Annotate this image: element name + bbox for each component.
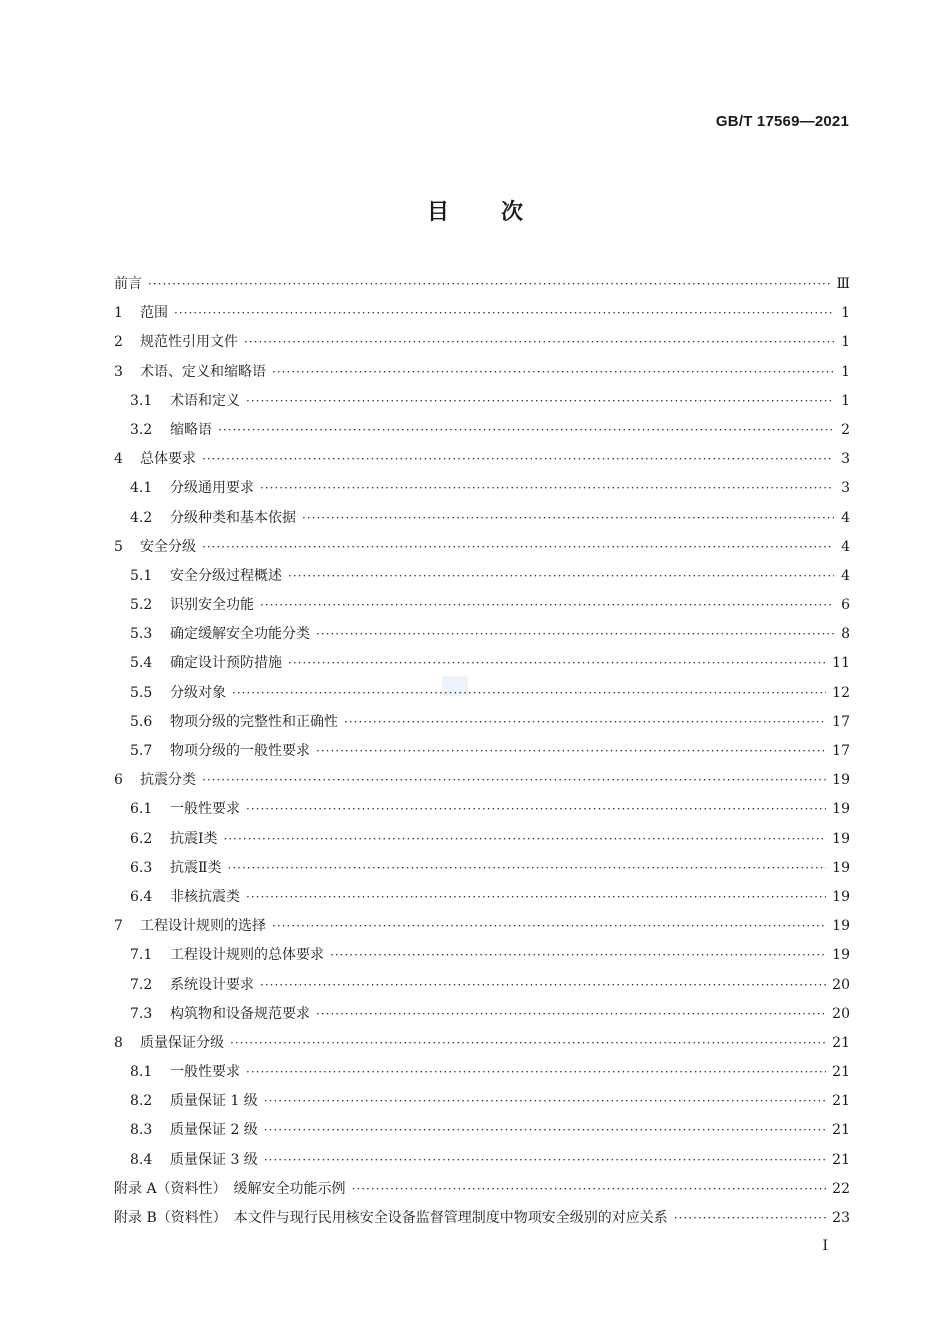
toc-entry[interactable] [114,883,850,912]
toc-entry-number: 7.1 [130,947,153,964]
toc-entry-number: 8.4 [130,1151,153,1168]
toc-entry-number: 7.2 [130,976,153,993]
dot-leader [302,504,834,533]
toc-entry-label: 抗震分类 [140,772,196,789]
toc-entry-page: 17 [832,713,850,730]
toc-entry-page: 19 [832,772,850,789]
toc-entry-number: 8.1 [130,1064,153,1081]
toc-entry-page: 19 [832,859,850,876]
dot-leader [264,1116,826,1145]
toc-entry[interactable] [114,270,850,299]
toc-entry-number: 6.4 [130,888,153,905]
toc-entry[interactable] [114,358,850,387]
toc-entry-number: 3.2 [130,421,153,438]
toc-entry-label: 分级通用要求 [170,480,254,497]
toc-entry-label: 构筑物和设备规范要求 [170,1005,310,1022]
toc-entry-label: 非核抗震类 [170,888,240,905]
dot-leader [264,1146,826,1175]
table-of-contents [114,270,850,1233]
dot-leader [316,737,826,766]
toc-entry-page: 21 [832,1122,850,1139]
toc-entry-page: 1 [841,334,850,351]
dot-leader [316,620,834,649]
toc-entry[interactable] [114,1204,850,1233]
toc-entry-page: 2 [841,421,850,438]
dot-leader [202,533,834,562]
toc-entry[interactable] [114,825,850,854]
dot-leader [148,270,830,299]
toc-entry[interactable] [114,445,850,474]
toc-entry-page: 21 [832,1064,850,1081]
toc-entry[interactable] [114,1029,850,1058]
toc-entry-page: Ⅲ [836,276,850,292]
toc-entry-number: 6.2 [130,830,153,847]
dot-leader [228,854,827,883]
toc-entry[interactable] [114,795,850,824]
dot-leader [264,1087,826,1116]
toc-entry-page: 21 [832,1151,850,1168]
toc-entry[interactable] [114,679,850,708]
dot-leader [344,708,826,737]
toc-entry[interactable] [114,971,850,1000]
toc-entry-page: 19 [832,918,850,935]
dot-leader [218,416,834,445]
toc-entry[interactable] [114,416,850,445]
dot-leader [202,766,826,795]
standard-code: GB/T 17569—2021 [715,113,849,130]
toc-entry-number: 3 [114,363,123,380]
dot-leader [174,299,834,328]
toc-entry-page: 3 [841,480,850,497]
toc-entry-page: 8 [841,626,850,643]
toc-entry-number: 2 [114,334,123,351]
toc-entry-number: 8.2 [130,1093,153,1110]
dot-leader [246,387,834,416]
toc-entry-number: 6 [114,772,123,789]
toc-entry-label: 质量保证 1 级 [170,1093,258,1110]
toc-entry-page: 23 [832,1210,850,1226]
toc-entry-number: 1 [114,305,123,322]
toc-entry-label: 质量保证 3 级 [170,1151,258,1168]
toc-entry-label: 抗震Ⅰ类 [170,830,218,847]
dot-leader [224,825,827,854]
toc-entry-label: 识别安全功能 [170,597,254,614]
toc-entry[interactable] [114,1058,850,1087]
toc-entry-page: 22 [832,1180,850,1197]
toc-entry-page: 19 [832,888,850,905]
toc-entry-number: 6.1 [130,801,153,818]
toc-entry-number: 5.6 [130,713,153,730]
toc-entry-page: 1 [841,392,850,409]
toc-entry[interactable] [114,854,850,883]
toc-entry-label: 抗震Ⅱ类 [170,859,222,876]
toc-entry[interactable] [114,1116,850,1145]
dot-leader [316,1000,826,1029]
page-title: 目次 [426,199,575,225]
dot-leader [330,941,826,970]
toc-entry[interactable] [114,708,850,737]
toc-entry-page: 20 [832,976,850,993]
toc-entry-number: 4.2 [130,509,153,526]
toc-entry-number: 8.3 [130,1122,153,1139]
toc-entry-number: 7.3 [130,1005,153,1022]
toc-entry[interactable] [114,1146,850,1175]
toc-entry-page: 12 [832,684,850,701]
toc-entry-page: 19 [832,830,850,847]
dot-leader [288,649,826,678]
toc-entry-number: 8 [114,1034,123,1051]
toc-entry-label: 确定设计预防措施 [170,655,282,672]
toc-entry-page: 1 [841,363,850,380]
toc-entry-label: 一般性要求 [170,1064,240,1081]
toc-entry-number: 6.3 [130,859,153,876]
toc-entry-page: 21 [832,1034,850,1051]
dot-leader [230,1029,826,1058]
toc-entry-label: 安全分级过程概述 [170,567,282,584]
toc-entry-number: 3.1 [130,392,153,409]
toc-entry-page: 20 [832,1005,850,1022]
toc-entry-number: 4 [114,451,123,468]
toc-entry-label: 缩略语 [170,421,212,438]
toc-entry-label: 质量保证 2 级 [170,1122,258,1139]
toc-entry-page: 4 [841,509,850,526]
toc-entry[interactable] [114,941,850,970]
page-folio: Ⅰ [822,1238,828,1254]
dot-leader [246,883,826,912]
toc-entry-number: 5.2 [130,597,153,614]
toc-entry[interactable] [114,737,850,766]
toc-entry-label: 一般性要求 [170,801,240,818]
dot-leader [260,591,834,620]
toc-entry-label: 附录 A（资料性） 缓解安全功能示例 [114,1180,346,1197]
toc-entry-label: 范围 [140,305,168,322]
toc-entry-label: 分级种类和基本依据 [170,509,296,526]
toc-entry-label: 工程设计规则的选择 [140,918,266,935]
dot-leader [674,1204,826,1233]
dot-leader [260,474,834,503]
dot-leader [260,971,826,1000]
toc-entry-label: 物项分级的一般性要求 [170,743,310,759]
toc-entry-label: 附录 B（资料性） 本文件与现行民用核安全设备监督管理制度中物项安全级别的对应关系 [114,1210,668,1226]
toc-entry[interactable] [114,562,850,591]
toc-entry-label: 分级对象 [170,684,226,701]
toc-entry-number: 5.3 [130,626,153,643]
toc-entry-label: 工程设计规则的总体要求 [170,947,324,964]
toc-entry-label: 确定缓解安全功能分类 [170,626,310,643]
toc-entry[interactable] [114,912,850,941]
dot-leader [202,445,834,474]
toc-entry-label: 规范性引用文件 [140,334,238,351]
toc-entry[interactable] [114,1000,850,1029]
toc-entry[interactable] [114,328,850,357]
toc-entry[interactable] [114,649,850,678]
toc-entry-label: 物项分级的完整性和正确性 [170,713,338,730]
toc-entry[interactable] [114,766,850,795]
toc-entry-page: 17 [832,743,850,759]
toc-entry-number: 5.1 [130,567,153,584]
toc-entry-number: 4.1 [130,480,153,497]
toc-entry-page: 3 [841,451,850,468]
dot-leader [246,795,826,824]
toc-entry-label: 术语和定义 [170,392,240,409]
dot-leader [352,1175,827,1204]
toc-entry-label: 前言 [114,276,142,292]
toc-entry[interactable] [114,299,850,328]
dot-leader [232,679,826,708]
toc-entry[interactable] [114,591,850,620]
dot-leader [246,1058,826,1087]
toc-entry-page: 11 [832,655,850,672]
toc-entry-page: 4 [841,567,850,584]
toc-entry-label: 质量保证分级 [140,1034,224,1051]
toc-entry-label: 安全分级 [140,538,196,555]
toc-entry[interactable] [114,533,850,562]
toc-entry[interactable] [114,504,850,533]
toc-entry-page: 19 [832,801,850,818]
toc-entry[interactable] [114,1087,850,1116]
dot-leader [272,358,834,387]
toc-entry[interactable] [114,1175,850,1204]
toc-entry-page: 21 [832,1093,850,1110]
toc-entry[interactable] [114,387,850,416]
dot-leader [288,562,834,591]
toc-entry-page: 6 [841,597,850,614]
dot-leader [244,328,834,357]
dot-leader [272,912,826,941]
toc-entry-page: 1 [841,305,850,322]
toc-entry-label: 系统设计要求 [170,976,254,993]
toc-entry-number: 5 [114,538,123,555]
toc-entry-label: 总体要求 [140,451,196,468]
toc-entry-number: 5.5 [130,684,153,701]
toc-entry[interactable] [114,620,850,649]
toc-entry-page: 4 [841,538,850,555]
toc-entry-number: 5.4 [130,655,153,672]
toc-entry-label: 术语、定义和缩略语 [140,363,266,380]
toc-entry-number: 5.7 [130,743,153,759]
toc-entry-number: 7 [114,918,123,935]
toc-entry[interactable] [114,474,850,503]
toc-entry-page: 19 [832,947,850,964]
